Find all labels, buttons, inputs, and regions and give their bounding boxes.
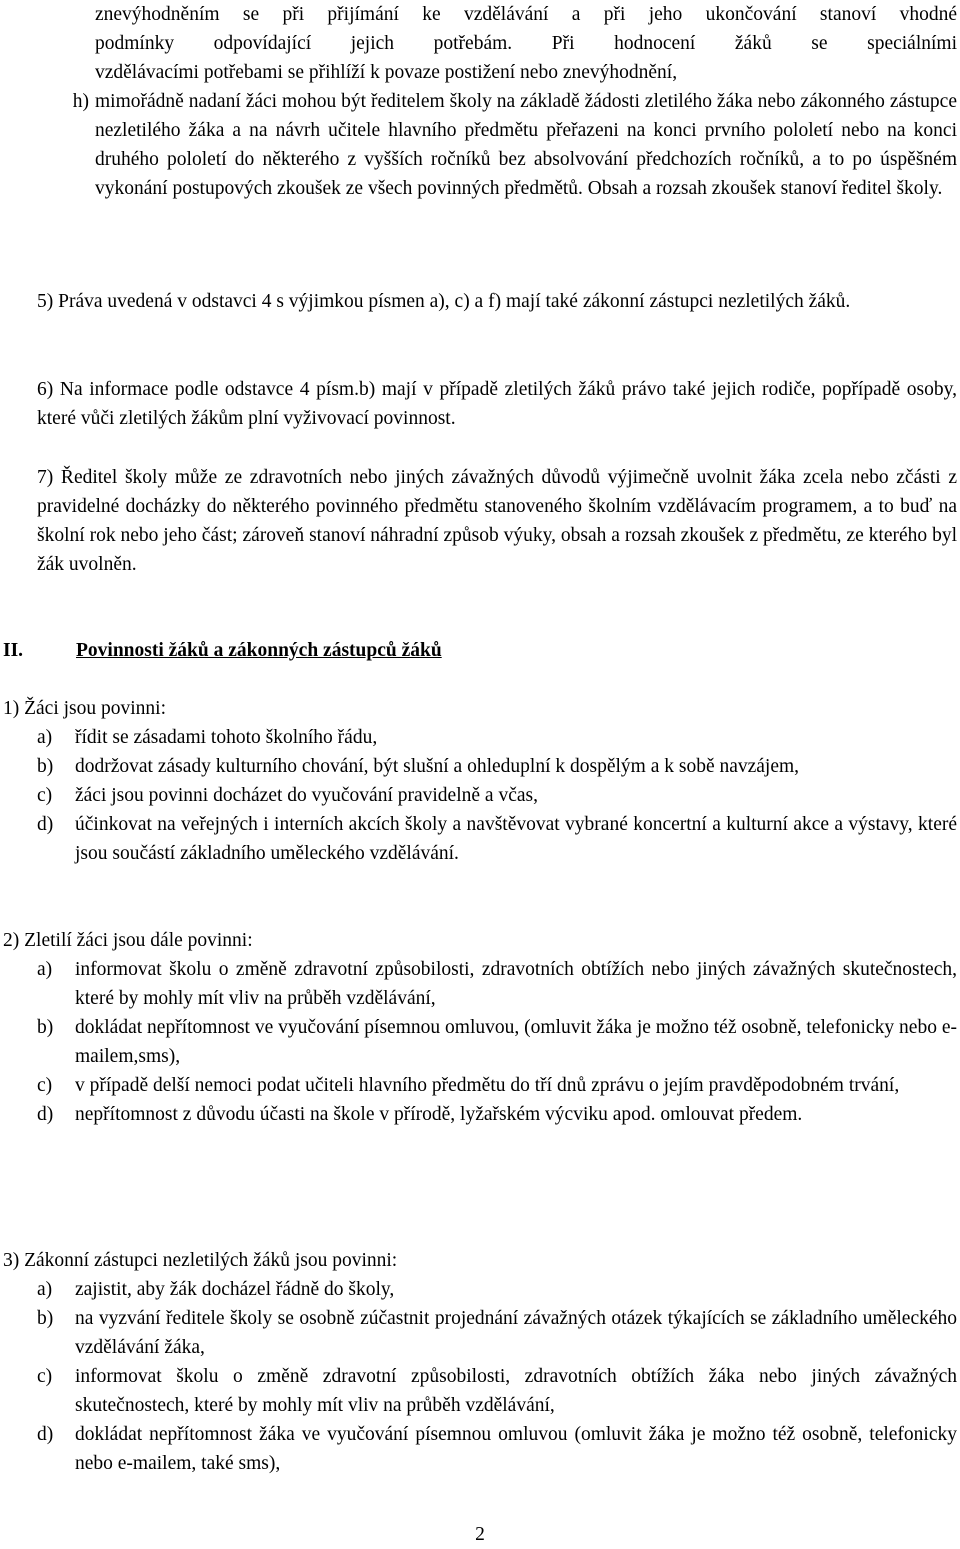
text-line: vzdělávacími potřebami se přihlíží k povaze postižení nebo znevýhodnění,: [95, 62, 678, 83]
list-item: d) dokládat nepřítomnost žáka ve vyučování písemnou omluvou (omluvit žáka je možno též osobně, telefonicky nebo e-mailem, také sms),: [37, 1424, 957, 1474]
list-heading: 3) Zákonní zástupci nezletilých žáků jsou povinni:: [3, 1250, 398, 1271]
text-line: znevýhodněním se při přijímání ke vzdělávání a při jeho ukončování stanoví vhodné: [95, 4, 957, 25]
list-item: c) žáci jsou povinni docházet do vyučování pravidelně a včas,: [37, 785, 538, 806]
list-item: c) v případě delší nemoci podat učiteli hlavního předmětu do tří dnů zprávu o jejím pravděpodobném trvání,: [37, 1075, 900, 1096]
list-item: c) informovat školu o změně zdravotní způsobilosti, zdravotních obtížích žáka nebo jiných závažných skutečnostech, které by mohly mít vliv na průběh vzdělávání,: [37, 1366, 957, 1416]
paragraph-6: 6) Na informace podle odstavce 4 písm.b) mají v případě zletilých žáků právo také jejich rodiče, popřípadě osoby, které vůči zletilých žákům plní vyživovací povinnost.: [37, 379, 957, 429]
list-item: a) informovat školu o změně zdravotní způsobilosti, zdravotních obtížích nebo jiných závažných skutečnostech, které by mohly mít vliv na průběh vzdělávání,: [37, 959, 957, 1009]
list-item: a) zajistit, aby žák docházel řádně do školy,: [37, 1279, 395, 1300]
list-heading: 1) Žáci jsou povinni:: [3, 698, 167, 719]
list-item: b) dokládat nepřítomnost ve vyučování písemnou omluvou, (omluvit žáka je možno též osobně, telefonicky nebo e-mailem,sms),: [37, 1017, 957, 1067]
list-item: d) účinkovat na veřejných i interních akcích školy a navštěvovat vybrané koncertní a kulturní akce a výstavy, které jsou součástí základního uměleckého vzdělávání.: [37, 814, 957, 864]
list-item: d) nepřítomnost z důvodu účasti na škole v přírodě, lyžařském výcviku apod. omlouvat předem.: [37, 1104, 803, 1125]
list-item: a) řídit se zásadami tohoto školního řádu,: [37, 727, 378, 748]
list-item: b) dodržovat zásady kulturního chování, být slušní a ohleduplní k dospělým a k sobě navzájem,: [37, 756, 800, 777]
paragraph-5: 5) Práva uvedená v odstavci 4 s výjimkou písmen a), c) a f) mají také zákonní zástupci nezletilých žáků.: [37, 291, 851, 312]
section-number: II.: [3, 640, 24, 661]
item-text: mimořádně nadaní žáci mohou být ředitelem školy na základě žádosti zletilého žáka nebo zákonného zástupce nezletilého žáka a na návrh učitele hlavního předmětu přeřazeni na konci prvního pololetí nebo na konci druhého pololetí do některého z vyšších ročníků bez absolvování předchozích ročníků, a to po úspěšném vykonání postupových zkoušek ze všech povinných předmětů. Obsah a rozsah zkoušek stanoví ředitel školy.: [95, 91, 957, 199]
item-label: h): [72, 91, 89, 112]
item-h-continuation: [95, 0, 957, 87]
paragraph-7: 7) Ředitel školy může ze zdravotních nebo jiných závažných důvodů výjimečně uvolnit žáka zcela nebo zčásti z pravidelné docházky do některého povinného předmětu stanoveného školním vzdělávacím programem, a to buď na školní rok nebo jeho část; zároveň stanoví náhradní způsob výuky, obsah a rozsah zkoušek z předmětu, ze kterého byl žák uvolněn.: [37, 467, 957, 575]
page-number: 2: [475, 1524, 485, 1545]
section-title: Povinnosti žáků a zákonných zástupců žáků: [76, 640, 442, 661]
text-line: podmínky odpovídající jejich potřebám. Při hodnocení žáků se speciálními: [95, 33, 957, 54]
section-heading: [0, 636, 960, 666]
list-item-h: [37, 87, 957, 203]
list-item: b) na vyzvání ředitele školy se osobně zúčastnit projednání závažných otázek týkajících se základního uměleckého vzdělávání žáka,: [37, 1308, 957, 1358]
list-heading: 2) Zletilí žáci jsou dále povinni:: [3, 930, 253, 951]
